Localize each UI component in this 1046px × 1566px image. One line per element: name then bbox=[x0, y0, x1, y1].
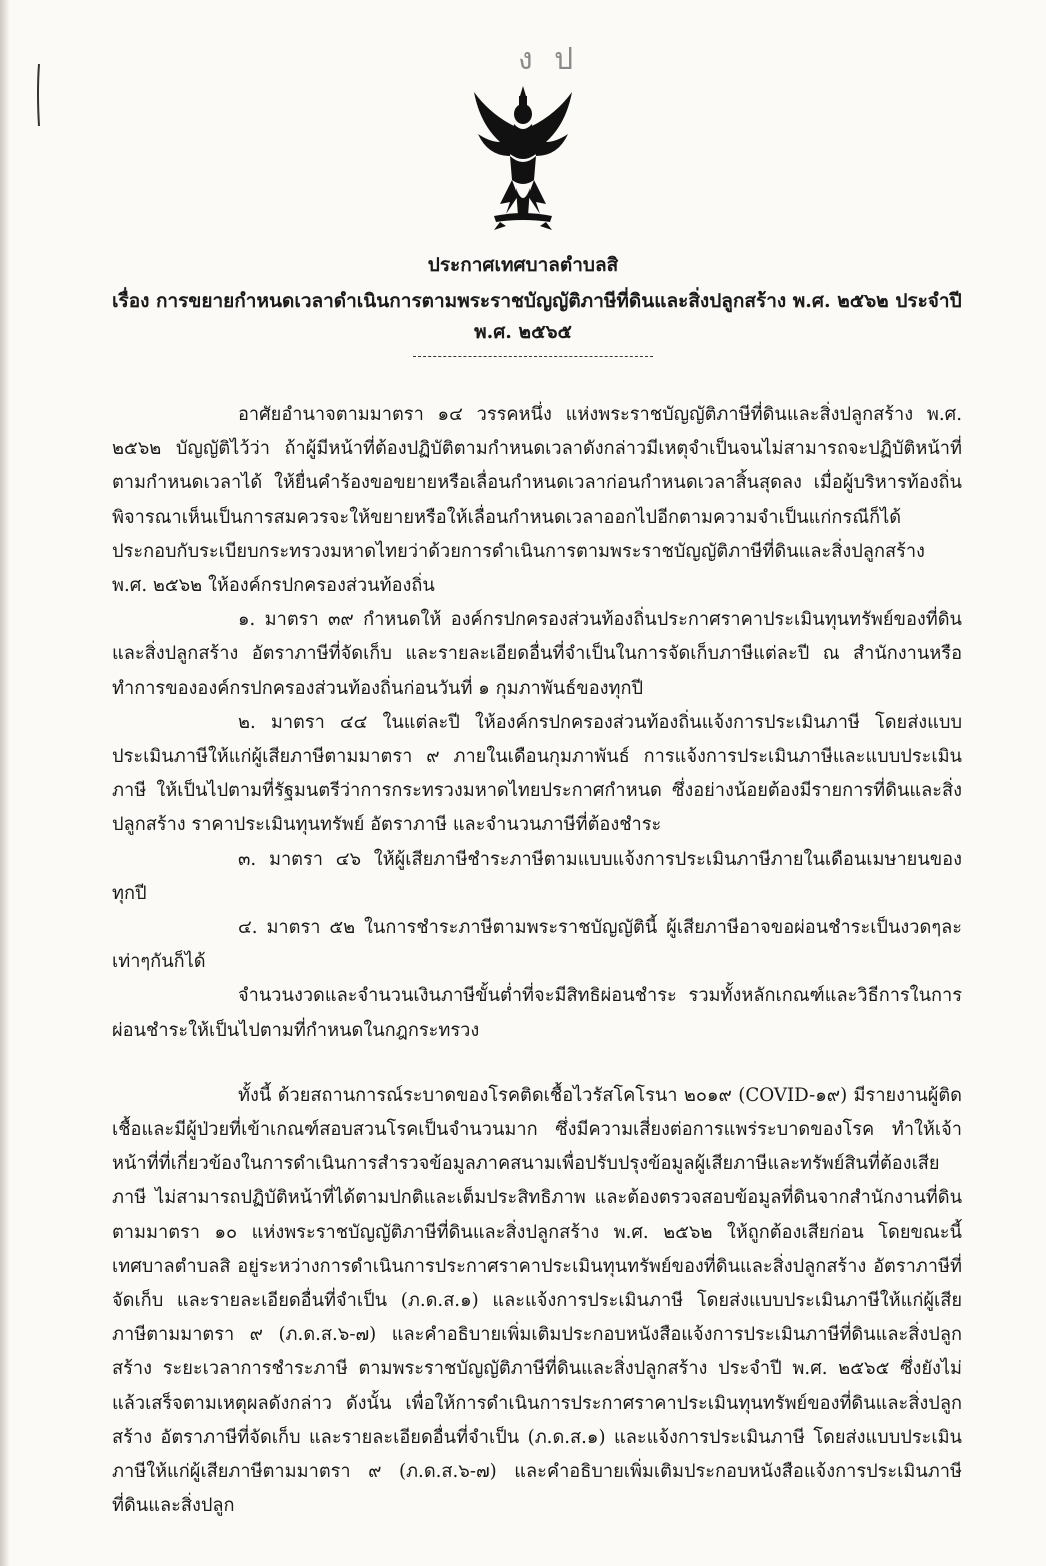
paragraph-authority: อาศัยอำนาจตามมาตรา ๑๔ วรรคหนึ่ง แห่งพระราชบัญญัติภาษีที่ดินและสิ่งปลูกสร้าง พ.ศ. ๒๕๖๒ บัญญัติไว้ว่า ถ้าผู้มีหน้าที่ต้องปฏิบัติตามกำหนดเวลาดังกล่าวมีเหตุจำเป็นจนไม่สามารถจะปฏิบัติหน้าที่ตามกำหนดเวลาได้ ให้ยื่นคำร้องขอขยายหรือเลื่อนกำหนดเวลาก่อนกำหนดเวลาสิ้นสุดลง เมื่อผู้บริหารท้องถิ่นพิจารณาเห็นเป็นการสมควรจะให้ขยายหรือให้เลื่อนกำหนดเวลาออกไปอีกตามความจำเป็นแก่กรณีก็ได้ ประกอบกับระเบียบกระทรวงมหาดไทยว่าด้วยการดำเนินการตามพระราชบัญญัติภาษีที่ดินและสิ่งปลูกสร้าง พ.ศ. ๒๕๖๒ ให้องค์กรปกครองส่วนท้องถิ่น bbox=[112, 404, 962, 597]
pen-mark bbox=[36, 62, 42, 128]
page-shadow bbox=[0, 0, 10, 1566]
header-divider bbox=[413, 356, 653, 357]
list-item-3: ๓. มาตรา ๔๖ ให้ผู้เสียภาษีชำระภาษีตามแบบแจ้งการประเมินภาษีภายในเดือนเมษายนของทุกปี bbox=[112, 848, 962, 904]
document-subject: เรื่อง การขยายกำหนดเวลาดำเนินการตามพระราชบัญญัติภาษีที่ดินและสิ่งปลูกสร้าง พ.ศ. ๒๕๖๒ ประจำปี bbox=[112, 290, 962, 312]
handwritten-mark: ง ป bbox=[518, 42, 580, 77]
document-title: ประกาศเทศบาลตำบลสิ bbox=[427, 254, 619, 276]
list-item-4-continuation: จำนวนงวดและจำนวนเงินภาษีขั้นต่ำที่จะมีสิทธิผ่อนชำระ รวมทั้งหลักเกณฑ์และวิธีการในการผ่อนชำระให้เป็นไปตามที่กำหนดในกฎกระทรวง bbox=[112, 985, 962, 1041]
document-subject-year: พ.ศ. ๒๕๖๕ bbox=[474, 321, 572, 343]
paragraph-gap bbox=[112, 1048, 962, 1079]
list-item-2: ๒. มาตรา ๔๔ ในแต่ละปี ให้องค์กรปกครองส่วนท้องถิ่นแจ้งการประเมินภาษี โดยส่งแบบประเมินภาษีให้แก่ผู้เสียภาษีตามมาตรา ๙ ภายในเดือนกุมภาพันธ์ การแจ้งการประเมินภาษีและแบบประเมินภาษี ให้เป็นไปตามที่รัฐมนตรีว่าการกระทรวงมหาดไทยประกาศกำหนด ซึ่งอย่างน้อยต้องมีรายการที่ดินและสิ่งปลูกสร้าง ราคาประเมินทุนทรัพย์ อัตราภาษี และจำนวนภาษีที่ต้องชำระ bbox=[112, 711, 962, 836]
list-item-4: ๔. มาตรา ๕๒ ในการชำระภาษีตามพระราชบัญญัตินี้ ผู้เสียภาษีอาจขอผ่อนชำระเป็นงวดๆละเท่าๆกันก็ได้ bbox=[112, 917, 962, 973]
document-body bbox=[112, 398, 962, 1524]
garuda-emblem-icon bbox=[470, 84, 576, 230]
paragraph-covid: ทั้งนี้ ด้วยสถานการณ์ระบาดของโรคติดเชื้อไวรัสโคโรนา ๒๐๑๙ (COVID-๑๙) มีรายงานผู้ติดเชื้อและมีผู้ป่วยที่เข้าเกณฑ์สอบสวนโรคเป็นจำนวนมาก ซึ่งมีความเสี่ยงต่อการแพร่ระบาดของโรค ทำให้เจ้าหน้าที่ที่เกี่ยวข้องในการดำเนินการสำรวจข้อมูลภาคสนามเพื่อปรับปรุงข้อมูลผู้เสียภาษีและทรัพย์สินที่ต้องเสียภาษี ไม่สามารถปฏิบัติหน้าที่ได้ตามปกติและเต็มประสิทธิภาพ และต้องตรวจสอบข้อมูลที่ดินจากสำนักงานที่ดินตามมาตรา ๑๐ แห่งพระราชบัญญัติภาษีที่ดินและสิ่งปลูกสร้าง พ.ศ. ๒๕๖๒ ให้ถูกต้องเสียก่อน โดยขณะนี้ เทศบาลตำบลสิ อยู่ระหว่างการดำเนินการประกาศราคาประเมินทุนทรัพย์ของที่ดินและสิ่งปลูกสร้าง อัตราภาษีที่จัดเก็บ และรายละเอียดอื่นที่จำเป็น (ภ.ด.ส.๑) และแจ้งการประเมินภาษี โดยส่งแบบประเมินภาษีให้แก่ผู้เสียภาษีตามมาตรา ๙ (ภ.ด.ส.๖-๗) และคำอธิบายเพิ่มเติมประกอบหนังสือแจ้งการประเมินภาษีที่ดินและสิ่งปลูกสร้าง ระยะเวลาการชำระภาษี ตามพระราชบัญญัติภาษีที่ดินและสิ่งปลูกสร้าง ประจำปี พ.ศ. ๒๕๖๕ ซึ่งยังไม่แล้วเสร็จตามเหตุผลดังกล่าว ดังนั้น เพื่อให้การดำเนินการประกาศราคาประเมินทุนทรัพย์ของที่ดินและสิ่งปลูกสร้าง อัตราภาษีที่จัดเก็บ และรายละเอียดอื่นที่จำเป็น (ภ.ด.ส.๑) และแจ้งการประเมินภาษี โดยส่งแบบประเมินภาษีให้แก่ผู้เสียภาษีตามมาตรา ๙ (ภ.ด.ส.๖-๗) และคำอธิบายเพิ่มเติมประกอบหนังสือแจ้งการประเมินภาษีที่ดินและสิ่งปลูก bbox=[112, 1084, 962, 1517]
list-item-1: ๑. มาตรา ๓๙ กำหนดให้ องค์กรปกครองส่วนท้องถิ่นประกาศราคาประเมินทุนทรัพย์ของที่ดินและสิ่งปลูกสร้าง อัตราภาษีที่จัดเก็บ และรายละเอียดอื่นที่จำเป็นในการจัดเก็บภาษีแต่ละปี ณ สำนักงานหรือทำการขององค์กรปกครองส่วนท้องถิ่นก่อนวันที่ ๑ กุมภาพันธ์ของทุกปี bbox=[112, 609, 962, 699]
